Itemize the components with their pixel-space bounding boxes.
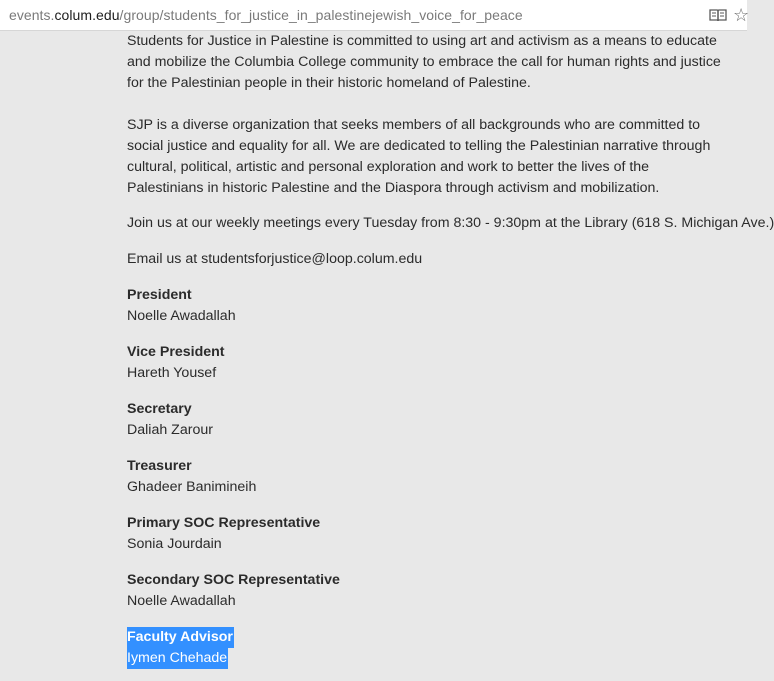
url-path: /group/students_for_justice_in_palestinejewish_voice_for_peace xyxy=(119,7,523,23)
url-prefix: events. xyxy=(9,7,55,23)
url-domain: colum.edu xyxy=(54,7,120,23)
officer-name: Hareth Yousef xyxy=(127,365,217,381)
officer-name: Daliah Zarour xyxy=(127,422,213,438)
officer-treasurer xyxy=(127,456,256,498)
officer-secretary xyxy=(127,399,213,441)
officer-president xyxy=(127,285,236,327)
selected-text[interactable]: Faculty Advisor xyxy=(127,627,234,648)
selected-text[interactable]: Iymen Chehade xyxy=(127,648,228,669)
officer-primary-soc-rep xyxy=(127,513,320,555)
officer-vice-president xyxy=(127,342,225,384)
officer-name: Noelle Awadallah xyxy=(127,308,236,324)
officer-role: Vice President xyxy=(127,344,225,360)
reader-view-icon[interactable] xyxy=(709,8,727,22)
officer-name: Sonia Jourdain xyxy=(127,536,222,552)
officer-role: President xyxy=(127,287,192,303)
email-info: Email us at studentsforjustice@loop.colum.edu xyxy=(127,251,423,267)
officer-role: Secretary xyxy=(127,401,192,417)
officer-role: Treasurer xyxy=(127,458,192,474)
officer-role: Primary SOC Representative xyxy=(127,515,321,531)
officer-name: Noelle Awadallah xyxy=(127,593,236,609)
officer-secondary-soc-rep xyxy=(127,570,340,612)
intro-paragraph-1: Students for Justice in Palestine is committed to using art and activism as a means to educate and mobilize the Columbia College community to embrace the call for human rights and justice for the Palestinian people in their historic homeland of Palestine. xyxy=(127,33,721,91)
url-text[interactable] xyxy=(9,7,523,23)
bookmark-star-icon[interactable]: ☆ xyxy=(733,5,750,25)
officer-role: Secondary SOC Representative xyxy=(127,572,340,588)
officer-faculty-advisor xyxy=(127,627,234,669)
intro-paragraph-2: SJP is a diverse organization that seeks members of all backgrounds who are committed to social justice and equality for all. We are dedicated to telling the Palestinian narrative through cultural, political, artistic and personal exploration and work to better the lives of the Palestinians in historic Palestine and the Diaspora through activism and mobilization. xyxy=(127,117,711,196)
meetings-info: Join us at our weekly meetings every Tuesday from 8:30 - 9:30pm at the Library (618 S. Michigan Ave.) xyxy=(127,215,774,231)
officer-name: Ghadeer Banimineih xyxy=(127,479,257,495)
address-bar[interactable] xyxy=(0,0,750,31)
